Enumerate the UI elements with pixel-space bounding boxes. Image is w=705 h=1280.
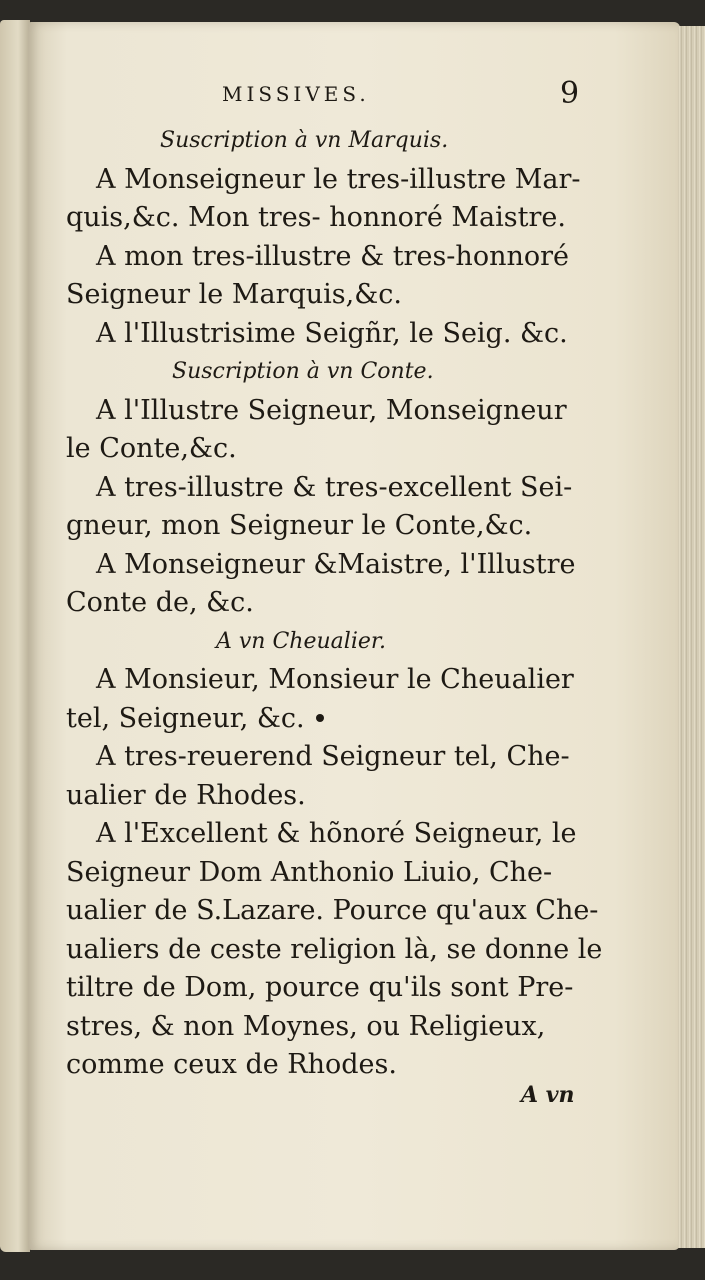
section-caption: Suscription à vn Marquis.	[160, 128, 449, 153]
ink-dot	[316, 714, 324, 722]
text-line: A tres-reuerend Seigneur tel, Che-	[96, 741, 570, 772]
text-line: ualier de Rhodes.	[66, 779, 306, 811]
text-line: A Monseigneur le tres-illustre Mar-	[96, 163, 581, 195]
section-caption: Suscription à vn Conte.	[172, 359, 434, 384]
running-head: MISSIVES.	[222, 82, 370, 106]
page-header	[66, 76, 586, 122]
text-line: A Monsieur, Monsieur le Cheualier	[96, 664, 574, 695]
text-line: le Conte,&c.	[66, 433, 237, 464]
text-block	[66, 122, 603, 1085]
text-line: A Monseigneur &Maistre, l'Illustre	[96, 548, 576, 580]
text-line: Seigneur Dom Anthonio Liuio, Che-	[66, 856, 553, 888]
text-line: quis,&c. Mon tres- honnoré Maistre.	[66, 202, 566, 233]
page-block-edge	[678, 26, 705, 1248]
page-text	[66, 76, 603, 1108]
catchword: A vn	[521, 1082, 575, 1108]
text-line: gneur, mon Seigneur le Conte,&c.	[66, 510, 533, 541]
text-line: A mon tres-illustre & tres-honnoré	[96, 240, 569, 272]
text-line: A l'Excellent & hõnoré Seigneur, le	[96, 818, 577, 849]
text-line: A l'Illustrisime Seigñr, le Seig. &c.	[96, 317, 568, 349]
text-line: A l'Illustre Seigneur, Monseigneur	[96, 394, 567, 426]
facing-page-edge	[0, 20, 30, 1252]
text-line: stres, & non Moynes, ou Religieux,	[66, 1010, 546, 1042]
text-line: ualiers de ceste religion là, se donne le	[66, 933, 603, 965]
text-line: A tres-illustre & tres-excellent Sei-	[96, 471, 573, 503]
text-line: Seigneur le Marquis,&c.	[66, 279, 402, 310]
page-number: 9	[560, 76, 580, 111]
text-line: ualier de S.Lazare. Pource qu'aux Che-	[66, 895, 599, 926]
text-line: tel, Seigneur, &c.	[66, 702, 305, 734]
text-line: Conte de, &c.	[66, 587, 254, 618]
text-line: tiltre de Dom, pource qu'ils sont Pre-	[66, 972, 574, 1003]
section-caption: A vn Cheualier.	[216, 628, 386, 654]
text-line: comme ceux de Rhodes.	[66, 1049, 397, 1080]
